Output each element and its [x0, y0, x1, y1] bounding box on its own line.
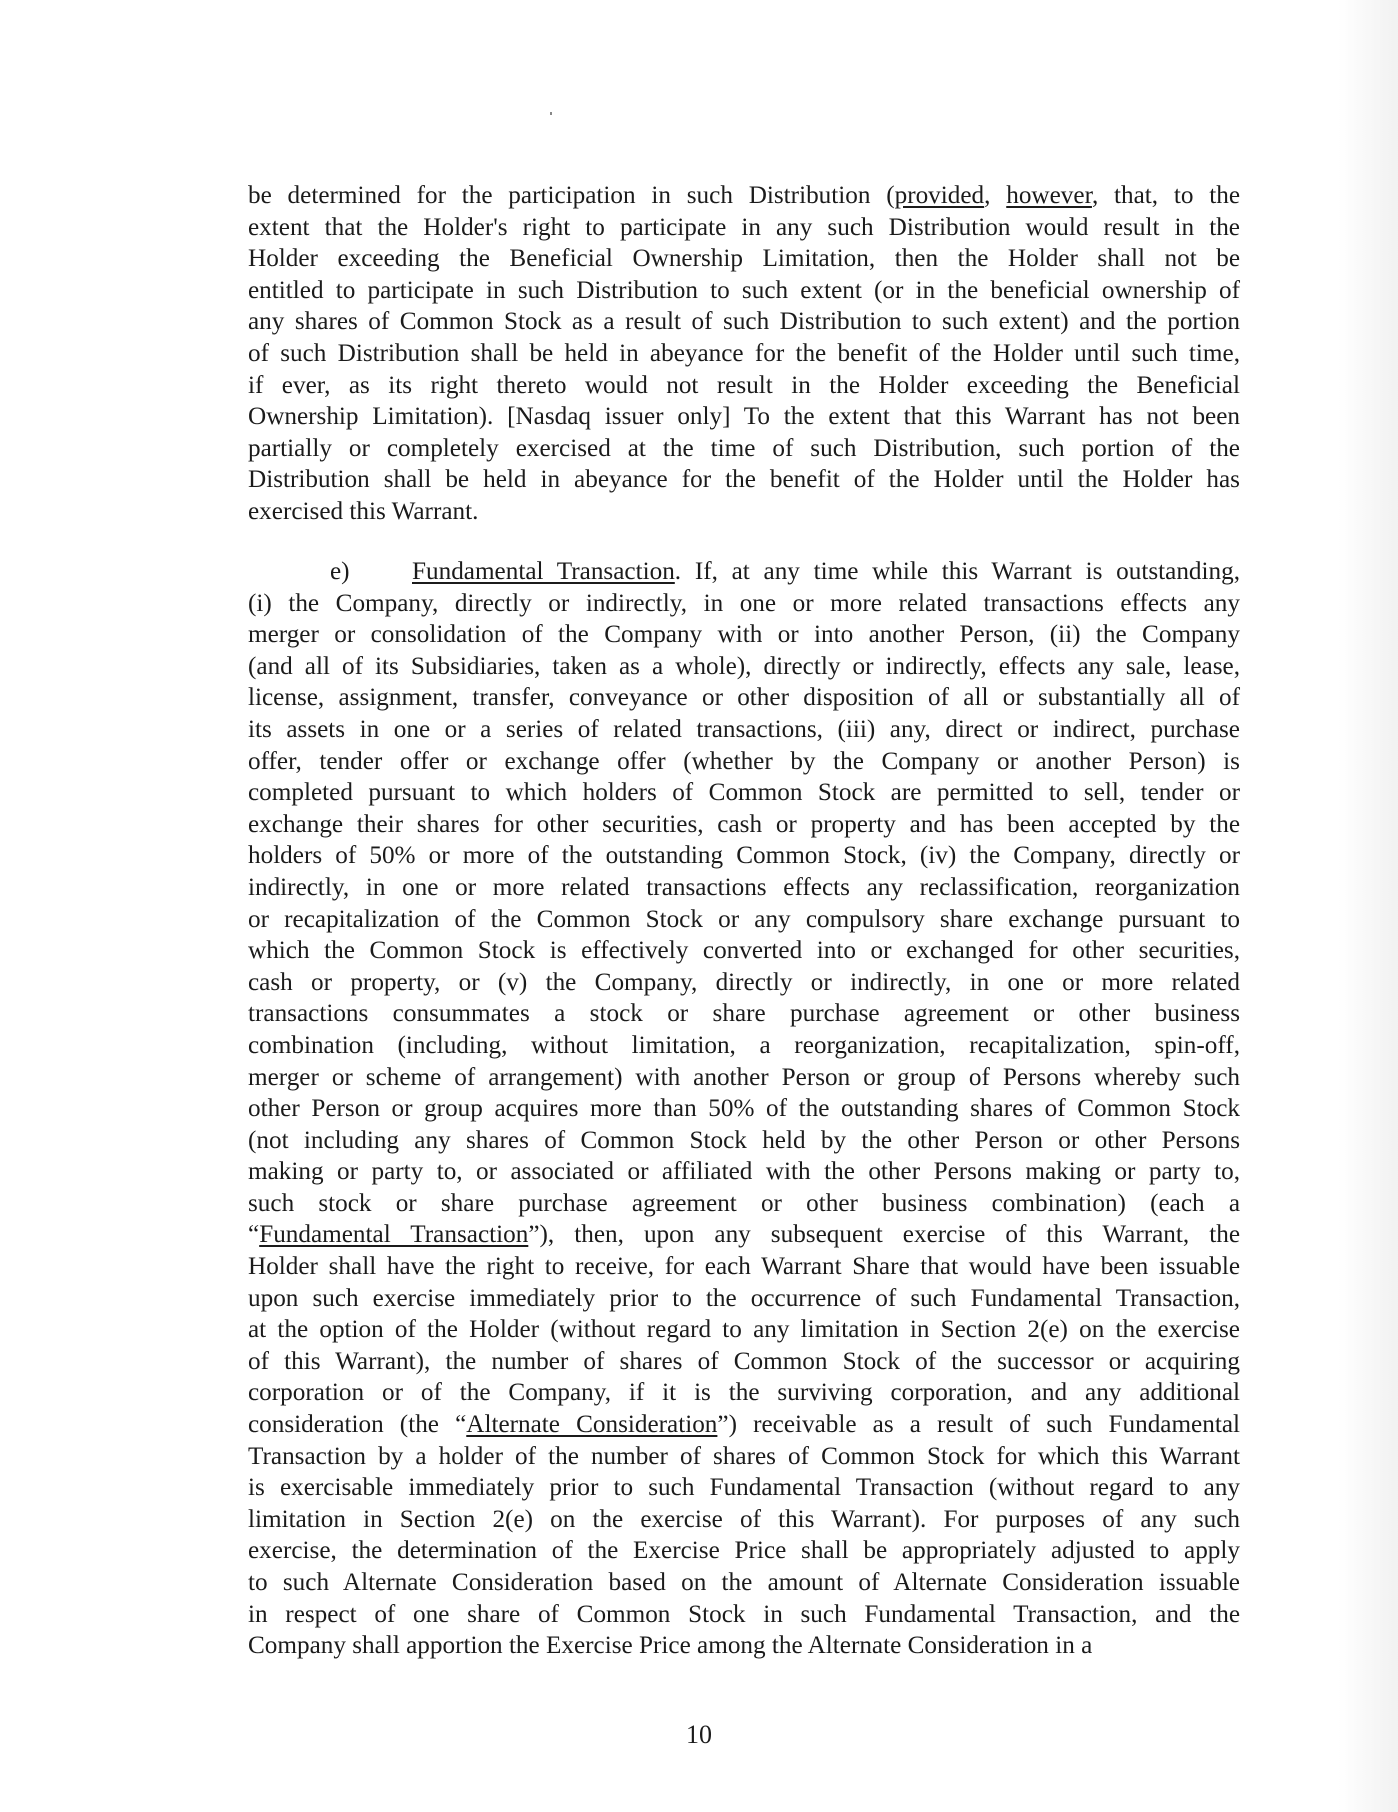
text-run: “ — [248, 1221, 260, 1249]
text-line — [248, 967, 1240, 999]
text-line — [248, 588, 1240, 620]
section-heading: Fundamental Transaction — [412, 558, 675, 585]
text-run: ”), then, upon any subsequent exercise of this Warrant, the — [528, 1221, 1240, 1249]
text-line — [248, 1409, 1240, 1441]
text-run: transactions consummates a stock or share purchase agreement or other business — [248, 1000, 1240, 1028]
underlined-term: Fundamental Transaction — [259, 1221, 529, 1249]
text-line — [248, 1062, 1240, 1094]
text-run: , — [984, 182, 1007, 209]
text-line — [248, 1030, 1240, 1062]
text-line — [248, 1504, 1240, 1536]
text-line — [248, 1535, 1240, 1567]
text-run: corporation or of the Company, if it is the surviving corporation, and any additional — [248, 1379, 1240, 1407]
text-run: ”) receivable as a result of such Fundamental — [717, 1411, 1241, 1439]
text-run: , that, to the — [1091, 182, 1241, 209]
text-run: license, assignment, transfer, conveyance or other disposition of all or substantially all of — [248, 684, 1240, 712]
text-run: of this Warrant), the number of shares of Common Stock of the successor or acquiring — [248, 1347, 1240, 1375]
underlined-term: provided — [894, 182, 985, 209]
text-line — [248, 1599, 1240, 1631]
text-run: making or party to, or associated or affiliated with the other Persons making or party to, — [248, 1158, 1240, 1186]
text-run: Holder shall have the right to receive, for each Warrant Share that would have been issuable — [248, 1253, 1240, 1281]
text-run: (and all of its Subsidiaries, taken as a whole), directly or indirectly, effects any sale, lease, — [248, 652, 1240, 680]
text-run: Company shall apportion the Exercise Price among the Alternate Consideration in a — [248, 1632, 1093, 1660]
paragraph-fundamental-transaction — [248, 556, 1240, 1662]
text-line — [248, 433, 1240, 465]
text-run: its assets in one or a series of related transactions, (iii) any, direct or indirect, purchase — [248, 715, 1240, 743]
text-run: consideration (the “ — [248, 1411, 467, 1439]
text-line — [248, 777, 1240, 809]
text-line — [248, 1219, 1240, 1251]
text-line — [248, 306, 1240, 338]
text-run: Holder exceeding the Beneficial Ownership Limitation, then the Holder shall not be — [248, 245, 1240, 273]
text-run: be determined for the participation in such Distribution ( — [248, 182, 895, 209]
text-run: partially or completely exercised at the time of such Distribution, such portion of the — [248, 434, 1240, 462]
text-line — [248, 1630, 1240, 1662]
text-run: is exercisable immediately prior to such Fundamental Transaction (without regard to any — [248, 1474, 1240, 1502]
text-line — [248, 935, 1240, 967]
underlined-term: Alternate Consideration — [466, 1411, 718, 1439]
paragraph-distribution — [248, 180, 1240, 528]
text-line — [248, 619, 1240, 651]
scan-speck — [550, 112, 552, 115]
page-number: 10 — [686, 1720, 712, 1749]
text-line — [248, 714, 1240, 746]
text-run: any shares of Common Stock as a result of such Distribution to such extent) and the portion — [248, 308, 1240, 336]
text-line — [248, 1125, 1240, 1157]
text-line — [248, 1251, 1240, 1283]
text-run: merger or consolidation of the Company with or into another Person, (ii) the Company — [248, 621, 1240, 649]
text-line — [248, 1283, 1240, 1315]
text-line — [248, 464, 1240, 496]
text-line — [248, 746, 1240, 778]
paragraph-first-line — [248, 556, 1240, 588]
text-run: exchange their shares for other securities, cash or property and has been accepted by the — [248, 810, 1240, 838]
section-label: e) — [330, 558, 350, 585]
text-line — [248, 496, 1240, 528]
text-line — [248, 275, 1240, 307]
text-run: if ever, as its right thereto would not result in the Holder exceeding the Beneficial — [248, 371, 1240, 399]
text-line — [248, 401, 1240, 433]
text-run: upon such exercise immediately prior to the occurrence of such Fundamental Transaction, — [248, 1284, 1240, 1312]
text-run: or recapitalization of the Common Stock or any compulsory share exchange pursuant to — [248, 905, 1240, 933]
text-line — [248, 338, 1240, 370]
text-line — [248, 1567, 1240, 1599]
text-line — [248, 998, 1240, 1030]
text-run: extent that the Holder's right to participate in any such Distribution would result in the — [248, 213, 1240, 241]
text-run: Ownership Limitation). [Nasdaq issuer only] To the extent that this Warrant has not been — [248, 403, 1240, 431]
text-run: holders of 50% or more of the outstanding Common Stock, (iv) the Company, directly or — [248, 842, 1240, 870]
text-line — [248, 370, 1240, 402]
text-line — [248, 180, 1240, 212]
first-line-text: . If, at any time while this Warrant is outstanding, — [674, 558, 1240, 585]
text-run: limitation in Section 2(e) on the exercise of this Warrant). For purposes of any such — [248, 1505, 1240, 1533]
text-run: merger or scheme of arrangement) with another Person or group of Persons whereby such — [248, 1063, 1240, 1091]
text-run: which the Common Stock is effectively converted into or exchanged for other securities, — [248, 937, 1240, 965]
text-run: offer, tender offer or exchange offer (whether by the Company or another Person) is — [248, 747, 1240, 775]
text-line — [248, 212, 1240, 244]
text-run: entitled to participate in such Distribution to such extent (or in the beneficial ownership of — [248, 276, 1240, 304]
text-line — [248, 1156, 1240, 1188]
text-run: Transaction by a holder of the number of shares of Common Stock for which this Warrant — [248, 1442, 1240, 1470]
scan-edge-shadow — [1338, 0, 1398, 1812]
text-run: exercised this Warrant. — [248, 497, 479, 525]
text-run: (i) the Company, directly or indirectly, in one or more related transactions effects any — [248, 589, 1240, 617]
text-line — [248, 809, 1240, 841]
text-line — [248, 1472, 1240, 1504]
text-line — [248, 1377, 1240, 1409]
text-line — [248, 682, 1240, 714]
text-line — [248, 1314, 1240, 1346]
text-line — [248, 243, 1240, 275]
text-run: cash or property, or (v) the Company, directly or indirectly, in one or more related — [248, 968, 1240, 996]
text-run: completed pursuant to which holders of Common Stock are permitted to sell, tender or — [248, 779, 1240, 807]
text-run: such stock or share purchase agreement or other business combination) (each a — [248, 1189, 1240, 1217]
text-run: of such Distribution shall be held in abeyance for the benefit of the Holder until such time, — [248, 339, 1240, 367]
text-run: at the option of the Holder (without regard to any limitation in Section 2(e) on the exercise — [248, 1316, 1240, 1344]
underlined-term: however — [1006, 182, 1092, 209]
text-line — [248, 872, 1240, 904]
text-line — [248, 651, 1240, 683]
text-line — [248, 1093, 1240, 1125]
text-line — [248, 904, 1240, 936]
text-run: exercise, the determination of the Exercise Price shall be appropriately adjusted to apply — [248, 1537, 1240, 1565]
text-run: combination (including, without limitation, a reorganization, recapitalization, spin-off, — [248, 1031, 1240, 1059]
text-run: to such Alternate Consideration based on the amount of Alternate Consideration issuable — [248, 1569, 1240, 1596]
text-line — [248, 1188, 1240, 1220]
text-run: indirectly, in one or more related transactions effects any reclassification, reorganization — [248, 873, 1240, 901]
text-line — [248, 1441, 1240, 1473]
text-run: other Person or group acquires more than 50% of the outstanding shares of Common Stock — [248, 1095, 1240, 1123]
text-run: in respect of one share of Common Stock in such Fundamental Transaction, and the — [248, 1600, 1240, 1628]
text-run: Distribution shall be held in abeyance for the benefit of the Holder until the Holder has — [248, 466, 1240, 494]
text-line — [248, 1346, 1240, 1378]
text-run: (not including any shares of Common Stock held by the other Person or other Persons — [248, 1126, 1240, 1154]
text-line — [248, 840, 1240, 872]
